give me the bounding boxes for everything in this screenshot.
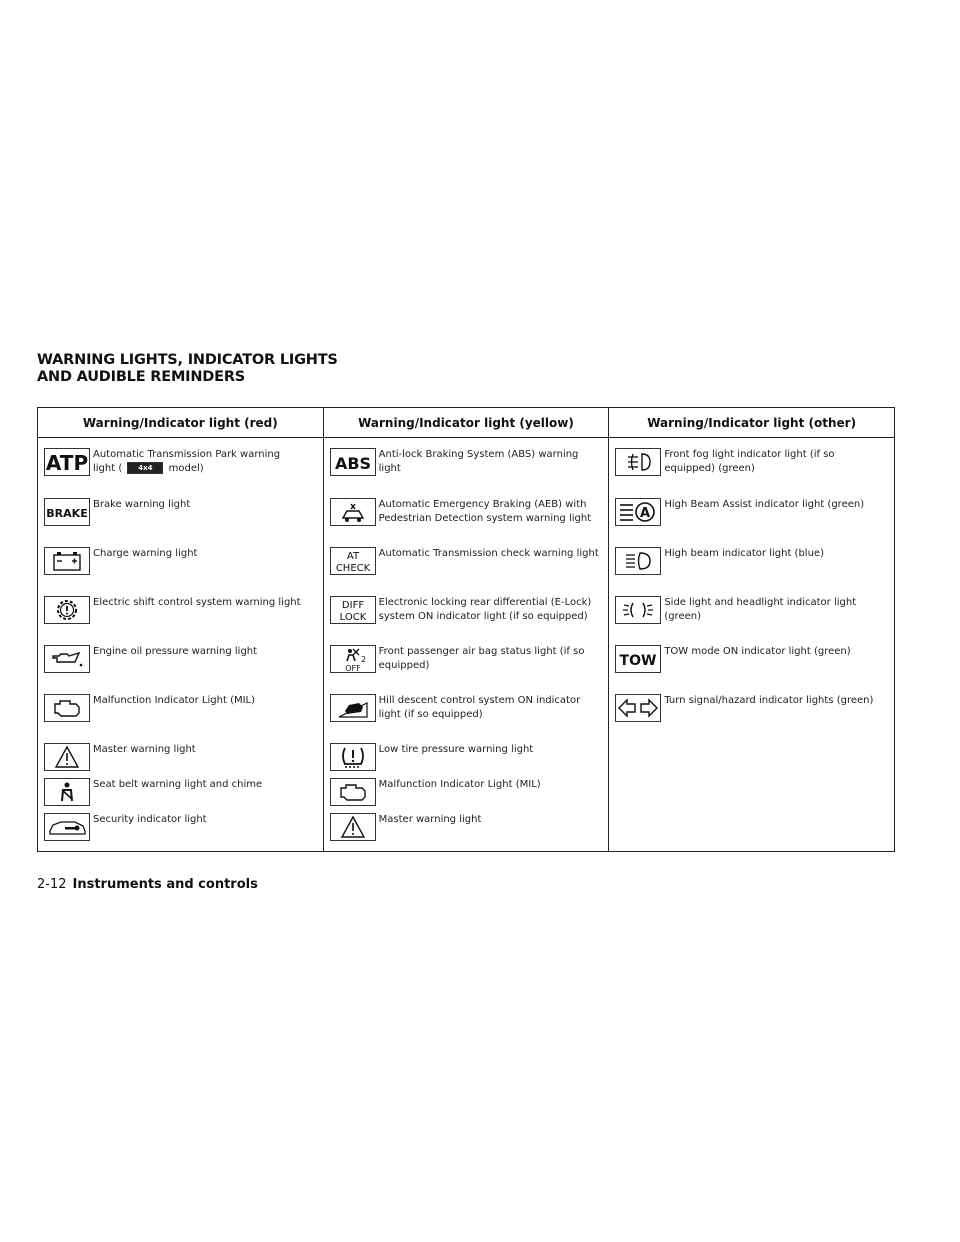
list-item	[615, 645, 894, 694]
at-check-icon	[330, 547, 376, 575]
list-item	[44, 778, 323, 813]
item-label: TOW mode ON indicator light (green)	[664, 646, 851, 657]
svg-text:AT: AT	[346, 551, 359, 562]
svg-text:TOW: TOW	[619, 653, 657, 669]
item-label: Turn signal/hazard indicator lights (green)	[664, 695, 874, 706]
header-other: Warning/Indicator light (other)	[609, 408, 895, 438]
section-title-line-2: AND AUDIBLE REMINDERS	[37, 369, 246, 385]
list-item	[44, 743, 323, 778]
side-light-icon	[615, 596, 661, 624]
item-label-cont-2: model)	[168, 463, 204, 474]
list-item	[615, 498, 894, 547]
list-item	[330, 596, 609, 645]
list-item	[44, 694, 323, 743]
svg-text:OFF: OFF	[344, 664, 361, 672]
list-item	[615, 547, 894, 596]
item-label: Hill descent control system ON indicator light (if so equipped)	[378, 695, 581, 720]
item-label: Brake warning light	[93, 499, 191, 510]
table-header-row	[38, 408, 895, 438]
svg-text:LOCK: LOCK	[339, 612, 366, 623]
section-title-line-1: WARNING LIGHTS, INDICATOR LIGHTS	[37, 352, 338, 368]
tire-pressure-icon	[330, 743, 376, 771]
hill-descent-icon	[330, 694, 376, 722]
page-number: 2-12	[37, 877, 67, 892]
atp-icon	[44, 448, 90, 476]
warning-lights-table	[37, 407, 895, 852]
list-item	[44, 813, 323, 848]
item-label: Malfunction Indicator Light (MIL)	[378, 779, 541, 790]
list-item	[330, 645, 609, 694]
section-title	[37, 352, 338, 386]
gear-warning-icon	[44, 596, 90, 624]
list-item	[44, 448, 323, 498]
item-label: Automatic Emergency Braking (AEB) with Pedestrian Detection system warning light	[378, 499, 592, 524]
diff-lock-icon	[330, 596, 376, 624]
item-label: Low tire pressure warning light	[378, 744, 534, 755]
item-label: Automatic Transmission check warning light	[378, 548, 599, 559]
list-item	[330, 547, 609, 596]
item-label: Security indicator light	[93, 814, 207, 825]
item-label: Electronic locking rear differential (E-Lock) system ON indicator light (if so equipped)	[378, 597, 592, 622]
triangle-warning-icon	[330, 813, 376, 841]
battery-icon	[44, 547, 90, 575]
high-beam-icon	[615, 547, 661, 575]
list-item	[330, 813, 609, 848]
list-item	[44, 596, 323, 645]
turn-signal-icon	[615, 694, 661, 722]
column-red	[38, 438, 324, 852]
list-item	[330, 694, 609, 743]
item-label: High Beam Assist indicator light (green)	[664, 499, 865, 510]
item-label: Seat belt warning light and chime	[93, 779, 263, 790]
item-label: Malfunction Indicator Light (MIL)	[93, 695, 256, 706]
list-item	[615, 596, 894, 645]
car-key-icon	[44, 813, 90, 841]
item-label: Electric shift control system warning light	[93, 597, 301, 608]
aeb-icon	[330, 498, 376, 526]
svg-text:ATP: ATP	[45, 451, 89, 475]
fog-light-icon	[615, 448, 661, 476]
svg-text:CHECK: CHECK	[335, 563, 370, 574]
svg-text:2: 2	[360, 655, 366, 664]
list-item	[330, 778, 609, 813]
item-label-cont: light (	[93, 463, 123, 474]
item-label: Master warning light	[378, 814, 482, 825]
tow-icon	[615, 645, 661, 673]
chapter-title: Instruments and controls	[72, 877, 258, 892]
item-label: Side light and headlight indicator light (green)	[664, 597, 857, 622]
brake-icon	[44, 498, 90, 526]
engine-icon	[330, 778, 376, 806]
list-item	[44, 498, 323, 547]
item-label: Charge warning light	[93, 548, 198, 559]
page-footer	[37, 877, 258, 892]
svg-text:ABS: ABS	[334, 454, 371, 473]
header-yellow: Warning/Indicator light (yellow)	[323, 408, 609, 438]
item-label: Engine oil pressure warning light	[93, 646, 258, 657]
item-label: Anti-lock Braking System (ABS) warning light	[378, 449, 579, 474]
item-label: Front fog light indicator light (if so equipped) (green)	[664, 449, 835, 474]
item-label: Master warning light	[93, 744, 196, 755]
list-item	[44, 547, 323, 596]
four-by-four-icon: 4x4	[127, 462, 163, 474]
header-red: Warning/Indicator light (red)	[38, 408, 324, 438]
list-item	[44, 645, 323, 694]
list-item	[330, 448, 609, 498]
triangle-warning-icon	[44, 743, 90, 771]
list-item	[330, 498, 609, 547]
item-label: High beam indicator light (blue)	[664, 548, 824, 559]
abs-icon	[330, 448, 376, 476]
list-item	[615, 694, 894, 743]
airbag-off-icon	[330, 645, 376, 673]
column-other	[609, 438, 895, 852]
item-label: Front passenger air bag status light (if so equipped)	[378, 646, 585, 671]
svg-text:A: A	[640, 506, 651, 521]
list-item	[615, 448, 894, 498]
svg-text:BRAKE: BRAKE	[46, 507, 88, 520]
oil-can-icon	[44, 645, 90, 673]
column-yellow	[323, 438, 609, 852]
seatbelt-icon	[44, 778, 90, 806]
high-beam-assist-icon	[615, 498, 661, 526]
svg-text:DIFF: DIFF	[341, 600, 364, 611]
engine-icon	[44, 694, 90, 722]
list-item	[330, 743, 609, 778]
item-label: Automatic Transmission Park warning	[93, 449, 281, 460]
